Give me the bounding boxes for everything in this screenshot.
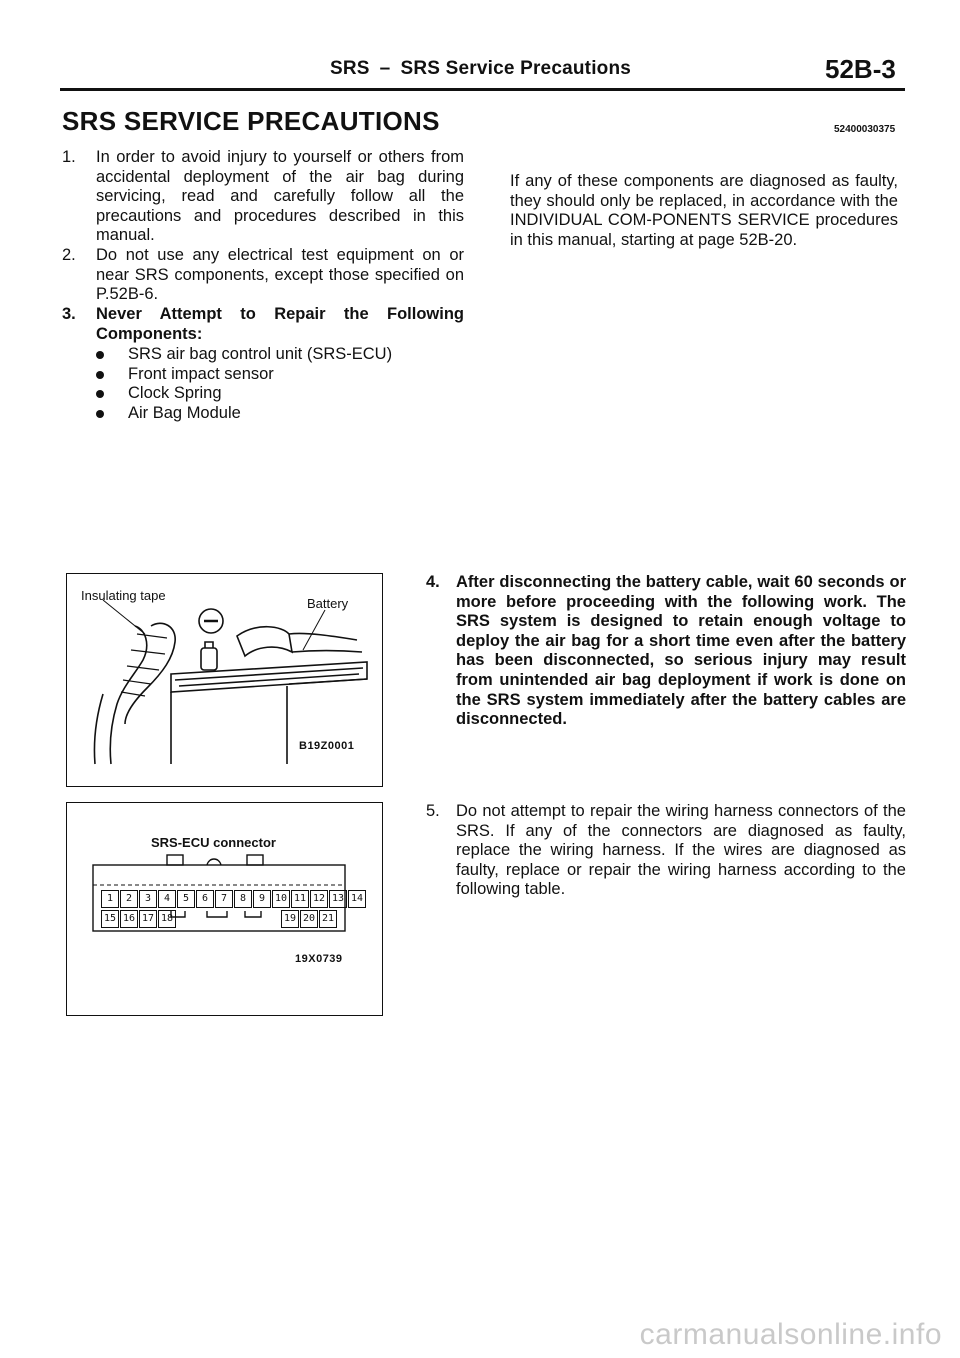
list-item-number: 3. — [62, 305, 76, 323]
ecu-connector-figure — [66, 802, 383, 1016]
list-item-number: 5. — [426, 802, 440, 820]
bullet-icon — [96, 371, 104, 379]
connector-pin: 14 — [348, 890, 366, 908]
section-title: SRS SERVICE PRECAUTIONS — [62, 106, 440, 136]
list-item-number: 2. — [62, 246, 76, 264]
connector-pin: 1 — [101, 890, 119, 908]
connector-pin: 17 — [139, 910, 157, 928]
connector-pin: 3 — [139, 890, 157, 908]
list-item-number: 1. — [62, 148, 76, 166]
header-subsection: SRS Service Precautions — [400, 58, 632, 79]
connector-pin: 18 — [158, 910, 176, 928]
connector-pin: 5 — [177, 890, 195, 908]
list-item-text: After disconnecting the battery cable, wait 60 seconds or more before proceeding with the following work. The SRS system is designed to retain enough voltage to deploy the air bag for a short time even after the battery has been disconnected, so serious injury may result from unintended air bag deployment if work is done on the SRS system immediately after the battery cables are disconnected. — [456, 573, 906, 729]
header-separator: – — [379, 58, 391, 79]
header-rule — [60, 88, 905, 91]
connector-pin: 6 — [196, 890, 214, 908]
page-number: 52B-3 — [825, 54, 896, 84]
list-item-text: Do not use any electrical test equipment on or near SRS components, except those specified on P.52B-6. — [96, 246, 464, 304]
bullet-icon — [96, 410, 104, 418]
bottom-right-pin-row — [281, 910, 338, 928]
top-pin-row — [101, 890, 367, 908]
figure-code: 19X0739 — [295, 953, 343, 965]
list-item-number: 4. — [426, 573, 440, 591]
connector-pin: 13 — [329, 890, 347, 908]
connector-pin: 7 — [215, 890, 233, 908]
connector-pin: 15 — [101, 910, 119, 928]
replacement-note: If any of these components are diagnosed as faulty, they should only be replaced, in accordance with the INDIVIDUAL COM-PONENTS SERVICE procedures in this manual, starting at page 52B-20. — [510, 172, 898, 249]
connector-pin: 2 — [120, 890, 138, 908]
connector-pin: 20 — [300, 910, 318, 928]
connector-diagram — [67, 803, 382, 1015]
bottom-left-pin-row — [101, 910, 177, 928]
connector-pin: 12 — [310, 890, 328, 908]
connector-pin: 16 — [120, 910, 138, 928]
list-item-text: In order to avoid injury to yourself or others from accidental deployment of the air bag during servicing, read and carefully follow all the precautions and procedures described in this manual. — [96, 148, 464, 245]
connector-pin: 10 — [272, 890, 290, 908]
connector-label: SRS-ECU connector — [151, 835, 276, 850]
connector-pin: 8 — [234, 890, 252, 908]
bullet-icon — [96, 351, 104, 359]
battery-label: Battery — [307, 596, 349, 611]
insulating-tape-label: Insulating tape — [81, 588, 166, 603]
connector-pin: 11 — [291, 890, 309, 908]
bullet-icon — [96, 390, 104, 398]
running-header — [330, 58, 631, 80]
section-code: 52400030375 — [834, 124, 896, 135]
connector-pin: 21 — [319, 910, 337, 928]
battery-figure — [66, 573, 383, 787]
list-item-text: Do not attempt to repair the wiring harness connectors of the SRS. If any of the connectors are diagnosed as faulty, replace the wiring harness. If the wires are diagnosed as faulty, replace or repair the wiring harness according to the following table. — [456, 802, 906, 899]
header-section: SRS — [330, 58, 370, 79]
connector-pin: 4 — [158, 890, 176, 908]
connector-pin: 19 — [281, 910, 299, 928]
connector-pin: 9 — [253, 890, 271, 908]
figure-code: B19Z0001 — [299, 740, 355, 752]
list-item-text: Never Attempt to Repair the Following Components: — [96, 305, 464, 343]
watermark: carmanualsonline.info — [639, 1318, 942, 1351]
